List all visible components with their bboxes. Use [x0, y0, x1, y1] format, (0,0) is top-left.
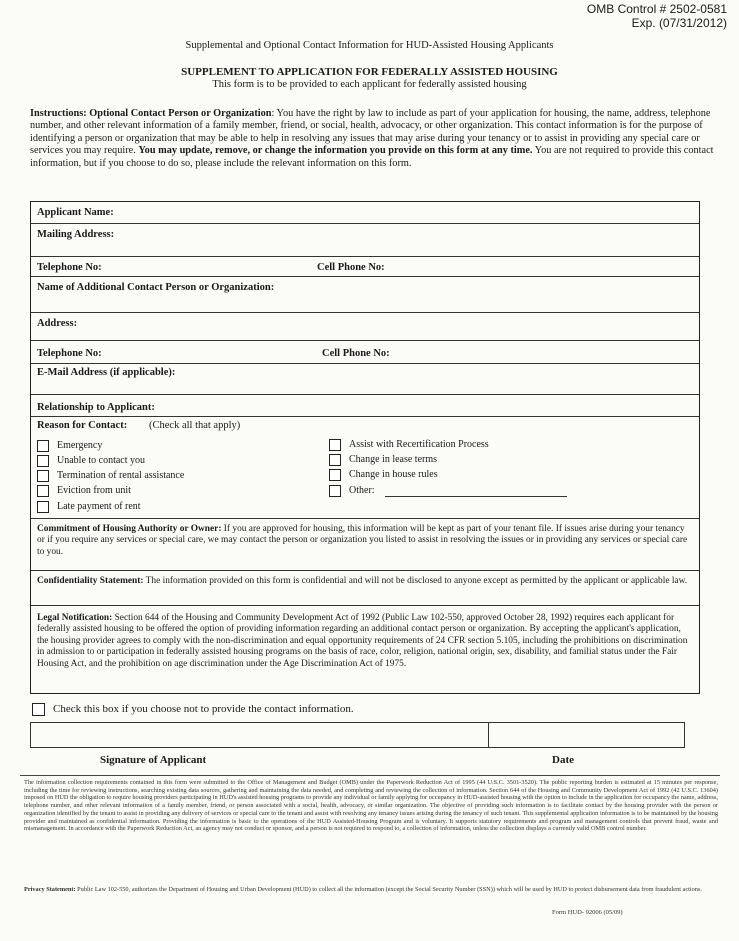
- contact-address-label: Address:: [37, 318, 78, 329]
- checkbox-eviction[interactable]: [37, 485, 49, 497]
- reason-termination-label: Termination of rental assistance: [57, 470, 185, 481]
- checkbox-lease-terms[interactable]: [329, 454, 341, 466]
- footer-divider: [20, 775, 720, 776]
- checkbox-late-payment[interactable]: [37, 501, 49, 513]
- commitment-body: If you are approved for housing, this information will be kept as part of your tenant file. If issues arise during your tenancy or if you require any services or special care, we may contact the person or organization you listed to assist in resolving the issues or in providing any services or special care to you.: [37, 524, 688, 557]
- privacy-lead: Privacy Statement:: [24, 886, 76, 893]
- other-reason-input[interactable]: [385, 496, 567, 497]
- form-title: SUPPLEMENT TO APPLICATION FOR FEDERALLY ASSISTED HOUSING: [181, 66, 558, 78]
- contact-form-box: [30, 201, 700, 694]
- legal-notification-section: [31, 606, 699, 694]
- reason-label: Reason for Contact:: [37, 420, 128, 431]
- confidentiality-section: [31, 571, 699, 606]
- reason-unable-to-contact-label: Unable to contact you: [57, 455, 146, 466]
- commitment-section: [31, 519, 699, 571]
- reason-eviction-label: Eviction from unit: [57, 485, 131, 496]
- checkbox-recertification[interactable]: [329, 439, 341, 451]
- reason-house-rules-label: Change in house rules: [349, 469, 438, 480]
- confidentiality-lead: Confidentiality Statement:: [37, 576, 144, 586]
- telephone-row[interactable]: [31, 257, 699, 277]
- privacy-statement: [24, 886, 718, 894]
- date-label: Date: [552, 754, 574, 766]
- form-subtitle: Supplemental and Optional Contact Information for HUD-Assisted Housing Applicants: [185, 40, 554, 51]
- mailing-address-field[interactable]: [31, 224, 699, 257]
- reason-hint: (Check all that apply): [149, 420, 241, 431]
- checkbox-house-rules[interactable]: [329, 469, 341, 481]
- reason-recertification-label: Assist with Recertification Process: [349, 439, 489, 450]
- email-field[interactable]: [31, 364, 699, 395]
- reason-other-label: Other:: [349, 485, 375, 496]
- reason-lease-terms-label: Change in lease terms: [349, 454, 438, 465]
- instructions-body-2: You are not required to provide this contact information, but if you choose to do so, please include the relevant information on this form.: [30, 145, 714, 169]
- legal-body: Section 644 of the Housing and Community Development Act of 1992 (Public Law 102-550, approved October 28, 1992) requires each applicant for federally assisted housing to be offered the option of providing information regarding an additional contact person or organization. By accepting the applicant's application, the housing provider agrees to comply with the non-discrimination and equal opportunity requirements of 24 CFR section 5.105, including the prohibitions on discrimination in admission to or participation in federally assisted housing programs on the basis of race, color, religion, national origin, sex, disability, and familial status under the Fair Housing Act, and the prohibition on age discrimination under the Age Discrimination Act of 1975.: [37, 613, 688, 669]
- reason-late-payment-label: Late payment of rent: [57, 501, 141, 512]
- opt-out-label: Check this box if you choose not to provide the contact information.: [53, 703, 354, 715]
- commitment-lead: Commitment of Housing Authority or Owner:: [37, 524, 222, 534]
- instructions-body-1: : You have the right by law to include as part of your application for housing, the name, address, telephone number, and other relevant information of a family member, friend, or social, health, advocacy, or other organization. This contact information is for the purpose of identifying a person or organization that may be able to help in resolving any issues that may arise during your tenancy or to assist in providing any special care or services you may require.: [30, 108, 711, 157]
- commitment-text: [37, 524, 693, 558]
- checkbox-termination[interactable]: [37, 470, 49, 482]
- contact-telephone-label: Telephone No:: [37, 348, 102, 359]
- opt-out-checkbox[interactable]: [32, 703, 45, 716]
- form-number: Form HUD- 92006 (05/09): [552, 909, 623, 916]
- burden-statement: The information collection requirements contained in this form were submitted to the Office of Management and Budget (OMB) under the Paperwork Reduction Act of 1995 (44 U.S.C. 3501-3520). The public reporting burden is estimated at 15 minutes per response, including the time for reviewing instructions, searching existing data sources, gathering and maintaining the data needed, and completing and reviewing the collection of information. Section 644 of the Housing and Community Development Act of 1992 (42 U.S.C. 13604) imposed on HUD the obligation to require housing providers participating in HUD's assisted housing programs to provide any individual or family applying for occupancy in HUD-assisted housing with the option to include in the application for occupancy the name, address, telephone number, and other relevant information of a family member, friend, or person associated with a social, health, advocacy, or similar organization. The objective of providing such information is to facilitate contact by the housing provider with the person or organization identified by the tenant to assist in providing any delivery of services or special care to the tenant and assist with resolving any tenancy issues arising during the tenancy of such tenant. This supplemental application information is to be maintained by the housing provider and maintained as confidential information. Providing the information is basic to the operations of the HUD Assisted-Housing Program and is voluntary. It supports statutory requirements and program and management controls that prevent fraud, waste and mismanagement. In accordance with the Paperwork Reduction Act, an agency may not conduct or sponsor, and a person is not required to respond to, a collection of information, unless the collection displays a currently valid OMB control number.: [24, 779, 718, 833]
- omb-control-block: [587, 2, 727, 30]
- relationship-label: Relationship to Applicant:: [37, 402, 155, 413]
- date-input[interactable]: [489, 723, 684, 747]
- telephone-label: Telephone No:: [37, 262, 102, 273]
- email-label: E-Mail Address (if applicable):: [37, 367, 176, 378]
- checkbox-other[interactable]: [329, 485, 341, 497]
- cell-phone-label: Cell Phone No:: [317, 262, 385, 273]
- signature-box: [30, 722, 685, 748]
- omb-control-number: OMB Control # 2502-0581: [586, 2, 727, 16]
- contact-telephone-row[interactable]: [31, 341, 699, 364]
- signature-input[interactable]: [31, 723, 488, 747]
- legal-text: [37, 613, 693, 670]
- instructions-lead: Instructions: Optional Contact Person or Organization: [30, 108, 272, 119]
- contact-cell-phone-label: Cell Phone No:: [322, 348, 390, 359]
- form-title-note: This form is to be provided to each applicant for federally assisted housing: [212, 79, 527, 90]
- reason-for-contact-section: [31, 417, 699, 519]
- instructions: [30, 108, 714, 170]
- applicant-name-field[interactable]: [31, 202, 699, 224]
- relationship-field[interactable]: [31, 395, 699, 417]
- checkbox-emergency[interactable]: [37, 440, 49, 452]
- applicant-name-label: Applicant Name:: [37, 207, 114, 218]
- additional-contact-field[interactable]: [31, 277, 699, 313]
- reason-emergency-label: Emergency: [57, 440, 103, 451]
- privacy-body: Public Law 102-550, authorizes the Department of Housing and Urban Development (HUD) to collect all the information (except the Social Security Number (SSN)) which will be used by HUD to protect disbursement data from fraudulent actions.: [75, 886, 702, 893]
- checkbox-unable-to-contact[interactable]: [37, 455, 49, 467]
- signature-label: Signature of Applicant: [100, 754, 207, 766]
- instructions-bold: You may update, remove, or change the information you provide on this form at any time.: [138, 145, 533, 157]
- contact-address-field[interactable]: [31, 313, 699, 341]
- confidentiality-body: The information provided on this form is confidential and will not be disclosed to anyone except as permitted by the applicant or applicable law.: [143, 576, 688, 586]
- confidentiality-text: [37, 576, 693, 587]
- legal-lead: Legal Notification:: [37, 613, 113, 623]
- mailing-address-label: Mailing Address:: [37, 229, 115, 240]
- additional-contact-label: Name of Additional Contact Person or Organization:: [37, 282, 275, 293]
- expiration-date: Exp. (07/31/2012): [631, 16, 727, 30]
